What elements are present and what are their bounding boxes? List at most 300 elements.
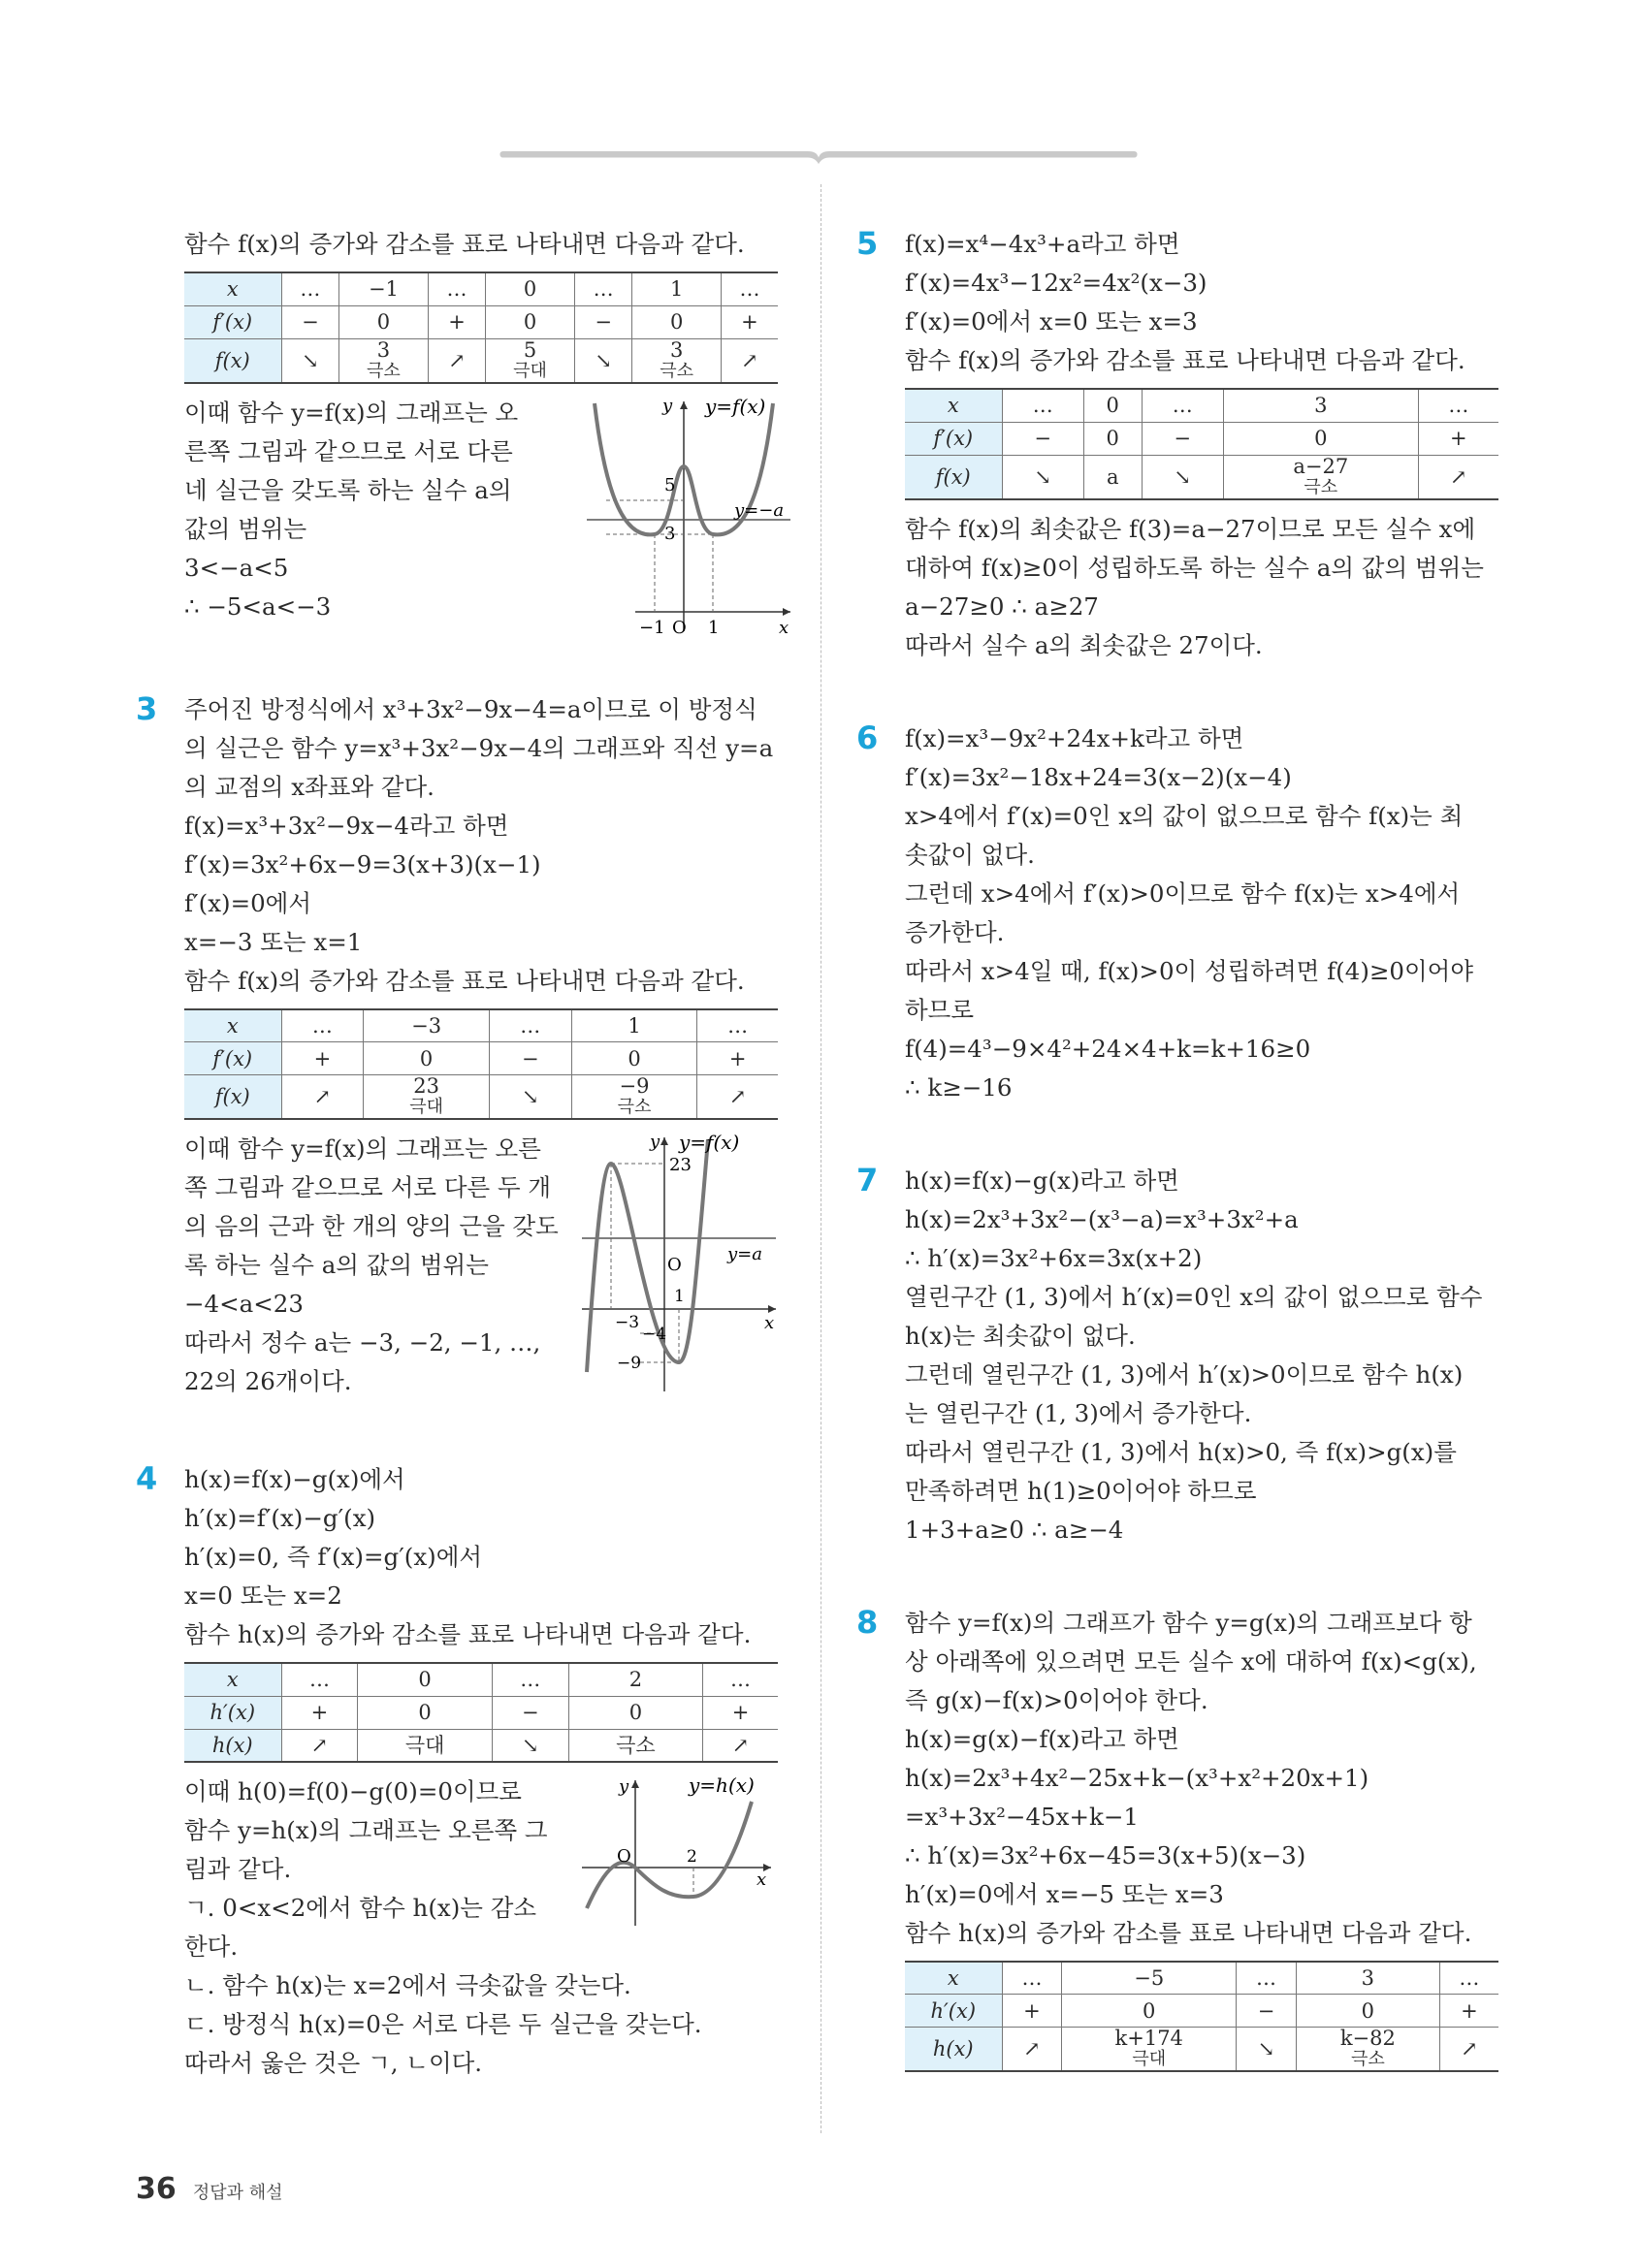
table-cell (358, 1729, 492, 1762)
text-line: =x³+3x²−45x+k−1 (905, 1802, 1139, 1831)
fig1-y-label: y (662, 395, 673, 416)
text-line: 함수 f(x)의 최솟값은 f(3)=a−27이므로 모든 실수 x에 (905, 514, 1476, 543)
table-row (905, 389, 1498, 422)
text-line: 함수 y=f(x)의 그래프가 함수 y=g(x)의 그래프보다 항 (905, 1608, 1472, 1637)
table-cell (1237, 1995, 1297, 2028)
text-line: x=−3 또는 x=1 (184, 927, 363, 956)
cell-value: − (1257, 1998, 1275, 2023)
cell-value: ↗ (313, 1085, 332, 1108)
text-line: 함수 f(x)의 증가와 감소를 표로 나타내면 다음과 같다. (184, 966, 745, 995)
table-cell (905, 1962, 1002, 1995)
cell-extremum-label: 극소 (660, 360, 694, 381)
table-cell (1237, 2028, 1297, 2072)
text-line: 함수 h(x)의 증가와 감소를 표로 나타내면 다음과 같다. (905, 1918, 1472, 1947)
table-cell (1002, 1995, 1062, 2028)
table-4 (184, 1662, 778, 1763)
cell-value: a (1106, 464, 1119, 489)
cell-value: … (1448, 394, 1469, 418)
fig4-y-label: y (619, 1776, 629, 1797)
table-cell (184, 1075, 281, 1120)
table-cell (905, 389, 1002, 422)
fig4-x-label: x (757, 1869, 767, 1890)
text-line: ㄱ. 0<x<2에서 함수 h(x)는 감소 (184, 1894, 537, 1922)
cell-value: x (947, 1965, 959, 1990)
text-line: 쪽 그림과 같으므로 서로 다른 두 개 (184, 1173, 552, 1201)
fig1-x-label: x (779, 617, 789, 636)
text-line: h′(x)=0에서 x=−5 또는 x=3 (905, 1879, 1224, 1908)
text-line: a−27≥0 ∴ a≥27 (905, 591, 1099, 621)
text-line: 3<−a<5 (184, 553, 289, 582)
table-cell (1296, 1962, 1439, 1995)
cell-value: + (1023, 1998, 1041, 2023)
fig3-x1-label: 1 (674, 1287, 685, 1306)
p4-text-a (184, 1460, 790, 1654)
cell-value: 0 (628, 1046, 641, 1070)
table-cell (428, 338, 486, 383)
table-cell (571, 1009, 697, 1042)
cell-value: 극소 (616, 1733, 656, 1757)
text-line: x=0 또는 x=2 (184, 1581, 342, 1610)
table-row (905, 455, 1498, 499)
text-line: 즉 g(x)−f(x)>0이어야 한다. (905, 1685, 1208, 1714)
cell-value: ↘ (521, 1085, 539, 1108)
cell-value: 0 (1106, 394, 1119, 418)
table-cell (281, 1075, 364, 1120)
text-line: 따라서 열린구간 (1, 3)에서 h(x)>0, 즉 f(x)>g(x)를 (905, 1437, 1457, 1466)
cell-value: ↗ (728, 1085, 747, 1108)
table-cell (492, 1663, 568, 1696)
table-cell (1002, 389, 1083, 422)
problem-6 (856, 719, 1511, 1107)
fig3-origin-label: O (667, 1255, 682, 1275)
table-cell (184, 1042, 281, 1075)
text-line: 른쪽 그림과 같으므로 서로 다른 (184, 436, 513, 465)
table-row (184, 1009, 778, 1042)
cell-value: … (520, 1668, 541, 1692)
table-3 (184, 1008, 778, 1121)
table-cell (905, 1995, 1002, 2028)
cell-value: ↗ (1450, 464, 1467, 489)
cell-value: f′(x) (212, 310, 253, 334)
cell-value: 0 (1314, 427, 1328, 450)
table-cell (1142, 422, 1223, 455)
fig3-line-label: y=a (727, 1244, 762, 1264)
cell-value: … (739, 277, 760, 302)
cell-value: ↘ (1257, 2037, 1275, 2060)
graph-hx (582, 1773, 786, 1928)
text-line: 그런데 x>4에서 f′(x)>0이므로 함수 f(x)는 x>4에서 (905, 878, 1461, 908)
fig3-y-label: y (650, 1132, 660, 1152)
table-cell (697, 1075, 778, 1120)
p5-text-b (905, 510, 1511, 665)
cell-value: 0 (1106, 427, 1119, 450)
cell-value: + (1450, 427, 1467, 450)
text-line: ∴ −5<a<−3 (184, 591, 332, 621)
text-line: h(x)=2x³+3x²−(x³−a)=x³+3x²+a (905, 1204, 1299, 1233)
problem-6-number: 6 (856, 719, 879, 756)
table-cell (905, 2028, 1002, 2072)
text-line: ∴ h′(x)=3x²+6x−45=3(x+5)(x−3) (905, 1840, 1306, 1869)
text-line: 대하여 f(x)≥0이 성립하도록 하는 실수 a의 값의 범위는 (905, 553, 1484, 582)
table-cell (574, 305, 632, 338)
cell-value: … (520, 1013, 541, 1038)
cell-value: f′(x) (933, 427, 974, 450)
fig1-line-label: y=−a (734, 499, 785, 521)
table-cell (281, 1009, 364, 1042)
p5-text-a (905, 225, 1511, 380)
problem-7-number: 7 (856, 1161, 879, 1198)
cell-value: ↘ (1174, 464, 1192, 489)
table-row (905, 2028, 1498, 2072)
text-line: h′(x)=f′(x)−g′(x) (184, 1504, 376, 1532)
cell-value: … (1459, 1965, 1480, 1990)
text-line: 이때 함수 y=f(x)의 그래프는 오 (184, 398, 519, 427)
table-cell (1223, 422, 1418, 455)
table-row (184, 305, 778, 338)
text-line: ㄷ. 방정식 h(x)=0은 서로 다른 두 실근을 갖는다. (184, 2010, 702, 2038)
text-line: 한다. (184, 1933, 239, 1961)
top-decorative-bar (136, 151, 1501, 165)
text-line: 그런데 열린구간 (1, 3)에서 h′(x)>0이므로 함수 h(x) (905, 1359, 1464, 1389)
cell-value: + (731, 1701, 750, 1724)
cell-value: … (311, 1013, 333, 1038)
table-cell (1439, 1962, 1498, 1995)
cell-value: ↘ (595, 348, 612, 372)
text-line: x>4에서 f′(x)=0인 x의 값이 없으므로 함수 f(x)는 최 (905, 801, 1464, 830)
cell-value: x (226, 277, 239, 302)
intro-line: 함수 f(x)의 증가와 감소를 표로 나타내면 다음과 같다. (184, 230, 745, 258)
cell-value: … (1255, 1965, 1276, 1990)
fig1-origin-label: O (672, 617, 687, 636)
text-line: h(x)=2x³+4x²−25x+k−(x³+x²+20x+1) (905, 1763, 1369, 1792)
cell-extremum-label: 극소 (1304, 476, 1338, 497)
text-line: 이때 함수 y=f(x)의 그래프는 오른 (184, 1134, 541, 1163)
problem-8 (856, 1603, 1511, 2073)
table-row (184, 338, 778, 383)
footer-label: 정답과 해설 (192, 2183, 283, 2203)
right-column (856, 225, 1511, 2082)
text-line: 의 실근은 함수 y=x³+3x²−9x−4의 그래프와 직선 y=a (184, 733, 774, 762)
cell-value: 0 (523, 277, 537, 302)
cell-value: − (302, 310, 319, 334)
table-cell (1223, 389, 1418, 422)
table-cell (568, 1696, 702, 1729)
cell-value: h(x) (211, 1733, 253, 1757)
table-cell (1418, 422, 1498, 455)
text-line: 따라서 실수 a의 최솟값은 27이다. (905, 630, 1263, 659)
table-cell (486, 272, 574, 305)
cell-value: … (300, 277, 321, 302)
table-row (184, 1042, 778, 1075)
table-cell (492, 1729, 568, 1762)
cell-value: −1 (368, 277, 399, 302)
cell-value: 0 (419, 1046, 434, 1070)
table-cell (568, 1663, 702, 1696)
cell-value: f(x) (214, 1085, 250, 1108)
table-cell (721, 338, 778, 383)
table-row (184, 1075, 778, 1120)
text-line: 함수 f(x)의 증가와 감소를 표로 나타내면 다음과 같다. (905, 346, 1465, 374)
text-line: 록 하는 실수 a의 값의 범위는 (184, 1251, 489, 1279)
table-cell (721, 305, 778, 338)
text-line: f(x)=x³+3x²−9x−4라고 하면 (184, 811, 509, 840)
text-line: h(x)는 최솟값이 없다. (905, 1321, 1136, 1350)
cell-value: ↗ (310, 1733, 329, 1757)
text-line: −4<a<23 (184, 1290, 304, 1318)
cell-value: 0 (628, 1701, 643, 1724)
table-cell (571, 1075, 697, 1120)
text-line: 함수 y=h(x)의 그래프는 오른쪽 그 (184, 1816, 548, 1844)
table-cell (703, 1696, 778, 1729)
cell-value: … (1172, 394, 1193, 418)
table-row (184, 1663, 778, 1696)
table-5 (905, 388, 1498, 500)
p7-text (905, 1162, 1511, 1549)
cell-value: − (595, 310, 612, 334)
cell-value: −9 (619, 1074, 650, 1098)
text-line: 증가한다. (905, 917, 1005, 946)
cell-value: ↘ (521, 1733, 539, 1757)
table-cell (1223, 455, 1418, 499)
text-line: ∴ h′(x)=3x²+6x=3x(x+2) (905, 1243, 1203, 1272)
problem-5 (856, 225, 1511, 665)
table-cell (358, 1663, 492, 1696)
cell-value: ↗ (741, 348, 758, 372)
table-cell (184, 305, 281, 338)
cell-value: f(x) (214, 348, 250, 372)
table-cell (281, 272, 339, 305)
cell-value: x (226, 1668, 239, 1692)
text-line: 따라서 옳은 것은 ㄱ, ㄴ이다. (184, 2049, 483, 2077)
table-cell (1296, 2028, 1439, 2072)
table-cell (1002, 422, 1083, 455)
table-cell (184, 272, 281, 305)
cell-value: + (741, 310, 758, 334)
cell-value: 1 (628, 1013, 641, 1038)
cell-value: x (226, 1013, 239, 1038)
table-cell (1439, 1995, 1498, 2028)
cell-extremum-label: 극소 (617, 1097, 652, 1117)
table-cell (428, 272, 486, 305)
table-cell (1083, 422, 1142, 455)
text-line: 주어진 방정식에서 x³+3x²−9x−4=a이므로 이 방정식 (184, 694, 757, 723)
problem-4-number: 4 (136, 1460, 158, 1497)
text-line: 는 열린구간 (1, 3)에서 증가한다. (905, 1398, 1252, 1427)
table-cell (281, 305, 339, 338)
table-cell (184, 1663, 281, 1696)
table-cell (339, 305, 428, 338)
table-cell (184, 338, 281, 383)
table-cell (697, 1042, 778, 1075)
text-line: f(x)=x⁴−4x³+a라고 하면 (905, 230, 1180, 258)
text-line: h(x)=f(x)−g(x)에서 (184, 1465, 405, 1493)
fig3-m4-label: −4 (642, 1325, 667, 1344)
cell-value: 1 (669, 277, 684, 302)
table-cell (281, 1696, 358, 1729)
cell-extremum-label: 극대 (513, 360, 547, 381)
cell-value: − (521, 1046, 539, 1070)
problem-4-figure-block (184, 1773, 790, 1889)
table-cell (281, 338, 339, 383)
cell-value: … (730, 1668, 752, 1692)
fig4-x2-label: 2 (687, 1847, 697, 1867)
table-cell (489, 1042, 571, 1075)
cell-value: ↗ (448, 348, 466, 372)
text-line: f′(x)=0에서 x=0 또는 x=3 (905, 307, 1198, 335)
table-cell (721, 272, 778, 305)
table-cell (905, 455, 1002, 499)
table-cell (1439, 2028, 1498, 2072)
table-cell (697, 1009, 778, 1042)
cell-value: … (1032, 394, 1053, 418)
text-line: 함수 h(x)의 증가와 감소를 표로 나타내면 다음과 같다. (184, 1620, 752, 1648)
cell-value: + (310, 1701, 329, 1724)
left-column (136, 225, 790, 2083)
cell-value: 0 (669, 310, 684, 334)
table-cell (486, 338, 574, 383)
cell-value: 0 (376, 310, 391, 334)
table-cell (184, 1696, 281, 1729)
table-cell (1296, 1995, 1439, 2028)
cell-value: 극대 (404, 1733, 445, 1757)
text-line: 하므로 (905, 995, 975, 1024)
text-line: 솟값이 없다. (905, 840, 1035, 869)
table-cell (703, 1729, 778, 1762)
table-cell (1418, 455, 1498, 499)
table-cell (1062, 2028, 1237, 2072)
cell-extremum-label: 극대 (1132, 2049, 1167, 2069)
text-line: f′(x)=3x²−18x+24=3(x−2)(x−4) (905, 762, 1292, 791)
cell-value: −3 (411, 1013, 442, 1038)
problem-4 (136, 1460, 790, 2083)
table-cell (1142, 455, 1223, 499)
table-cell (568, 1729, 702, 1762)
table-cell (1062, 1995, 1237, 2028)
text-line: f′(x)=4x³−12x²=4x²(x−3) (905, 269, 1207, 297)
text-line: f(x)=x³−9x²+24x+k라고 하면 (905, 723, 1244, 752)
text-line: f′(x)=3x²+6x−9=3(x+3)(x−1) (184, 849, 541, 878)
table-cell (905, 422, 1002, 455)
table-cell (364, 1009, 490, 1042)
cell-value: … (593, 277, 614, 302)
table-row (905, 422, 1498, 455)
fig1-5-label: 5 (664, 474, 676, 495)
cell-value: a−27 (1293, 454, 1349, 478)
text-line: ∴ k≥−16 (905, 1072, 1013, 1102)
text-line: 따라서 정수 a는 −3, −2, −1, …, (184, 1328, 541, 1357)
table-cell (574, 338, 632, 383)
cell-value: 0 (418, 1701, 432, 1724)
text-line: h′(x)=0, 즉 f′(x)=g′(x)에서 (184, 1543, 483, 1571)
problem-3-number: 3 (136, 689, 158, 727)
table-cell (492, 1696, 568, 1729)
text-line: 네 실근을 갖도록 하는 실수 a의 (184, 475, 512, 504)
table-cell (184, 1729, 281, 1762)
cell-extremum-label: 극소 (367, 360, 401, 381)
table-row (184, 1729, 778, 1762)
cell-value: 3 (1361, 1965, 1375, 1990)
table-cell (364, 1042, 490, 1075)
text-line: h(x)=f(x)−g(x)라고 하면 (905, 1166, 1179, 1195)
text-line: 림과 같다. (184, 1855, 292, 1883)
cell-value: f′(x) (212, 1046, 253, 1070)
problem-7 (856, 1161, 1511, 1549)
text-line: 22의 26개이다. (184, 1367, 352, 1395)
cell-value: + (448, 310, 466, 334)
p3-text-a (184, 690, 790, 1001)
page-footer (136, 2172, 283, 2206)
page-number: 36 (136, 2172, 177, 2206)
graph-fx-quartic (567, 394, 810, 636)
problem-3-tail (184, 1130, 790, 1406)
cell-value: … (1021, 1965, 1043, 1990)
text-line: 의 음의 근과 한 개의 양의 근을 갖도 (184, 1212, 559, 1240)
cell-value: h′(x) (930, 1998, 977, 2023)
text-line: 이때 h(0)=f(0)−g(0)=0이므로 (184, 1777, 522, 1805)
cell-value: … (446, 277, 467, 302)
fig1-xm1-label: −1 (639, 617, 665, 636)
table-cell (489, 1009, 571, 1042)
table-cell (1002, 2028, 1062, 2072)
cell-value: … (727, 1013, 749, 1038)
table-cell (1002, 455, 1083, 499)
text-line: 1+3+a≥0 ∴ a≥−4 (905, 1515, 1124, 1544)
table-cell (486, 305, 574, 338)
table-cell (1002, 1962, 1062, 1995)
problem-2-tail (184, 394, 790, 636)
fig4-func-label: y=h(x) (689, 1773, 755, 1797)
text-line: f′(x)=0에서 (184, 888, 312, 917)
table-cell (1237, 1962, 1297, 1995)
cell-value: 0 (523, 310, 537, 334)
fig3-m9-label: −9 (617, 1354, 642, 1373)
cell-value: − (521, 1701, 539, 1724)
table-cell (489, 1075, 571, 1120)
table-row (905, 1995, 1498, 2028)
table-cell (339, 272, 428, 305)
cell-value: 3 (669, 337, 684, 362)
cell-value: − (1034, 427, 1051, 450)
table-cell (1418, 389, 1498, 422)
table-row (905, 1962, 1498, 1995)
cell-value: ↗ (1023, 2037, 1041, 2060)
text-line: f(4)=4³−9×4²+24×4+k=k+16≥0 (905, 1034, 1311, 1063)
cell-value: 3 (1314, 394, 1328, 418)
table-cell (632, 338, 721, 383)
cell-value: f(x) (935, 464, 971, 489)
cell-extremum-label: 극대 (409, 1097, 443, 1117)
table-cell (281, 1042, 364, 1075)
table-cell (339, 338, 428, 383)
table-cell (358, 1696, 492, 1729)
fig1-3-label: 3 (664, 523, 676, 544)
problem-3 (136, 689, 790, 1407)
cell-value: + (728, 1046, 747, 1070)
fig3-23-label: 23 (669, 1155, 692, 1175)
text-line: ㄴ. 함수 h(x)는 x=2에서 극솟값을 갖는다. (184, 1971, 631, 1999)
cell-value: 5 (523, 337, 537, 362)
cell-value: ↗ (731, 1733, 750, 1757)
table-cell (1062, 1962, 1237, 1995)
table-cell (281, 1663, 358, 1696)
fig4-origin-label: O (617, 1846, 631, 1867)
table-1 (184, 272, 778, 384)
table-cell (364, 1075, 490, 1120)
cell-value: h′(x) (209, 1701, 256, 1724)
cell-value: 0 (1361, 1998, 1375, 2023)
cell-value: k−82 (1339, 2027, 1396, 2050)
table-cell (1142, 389, 1223, 422)
